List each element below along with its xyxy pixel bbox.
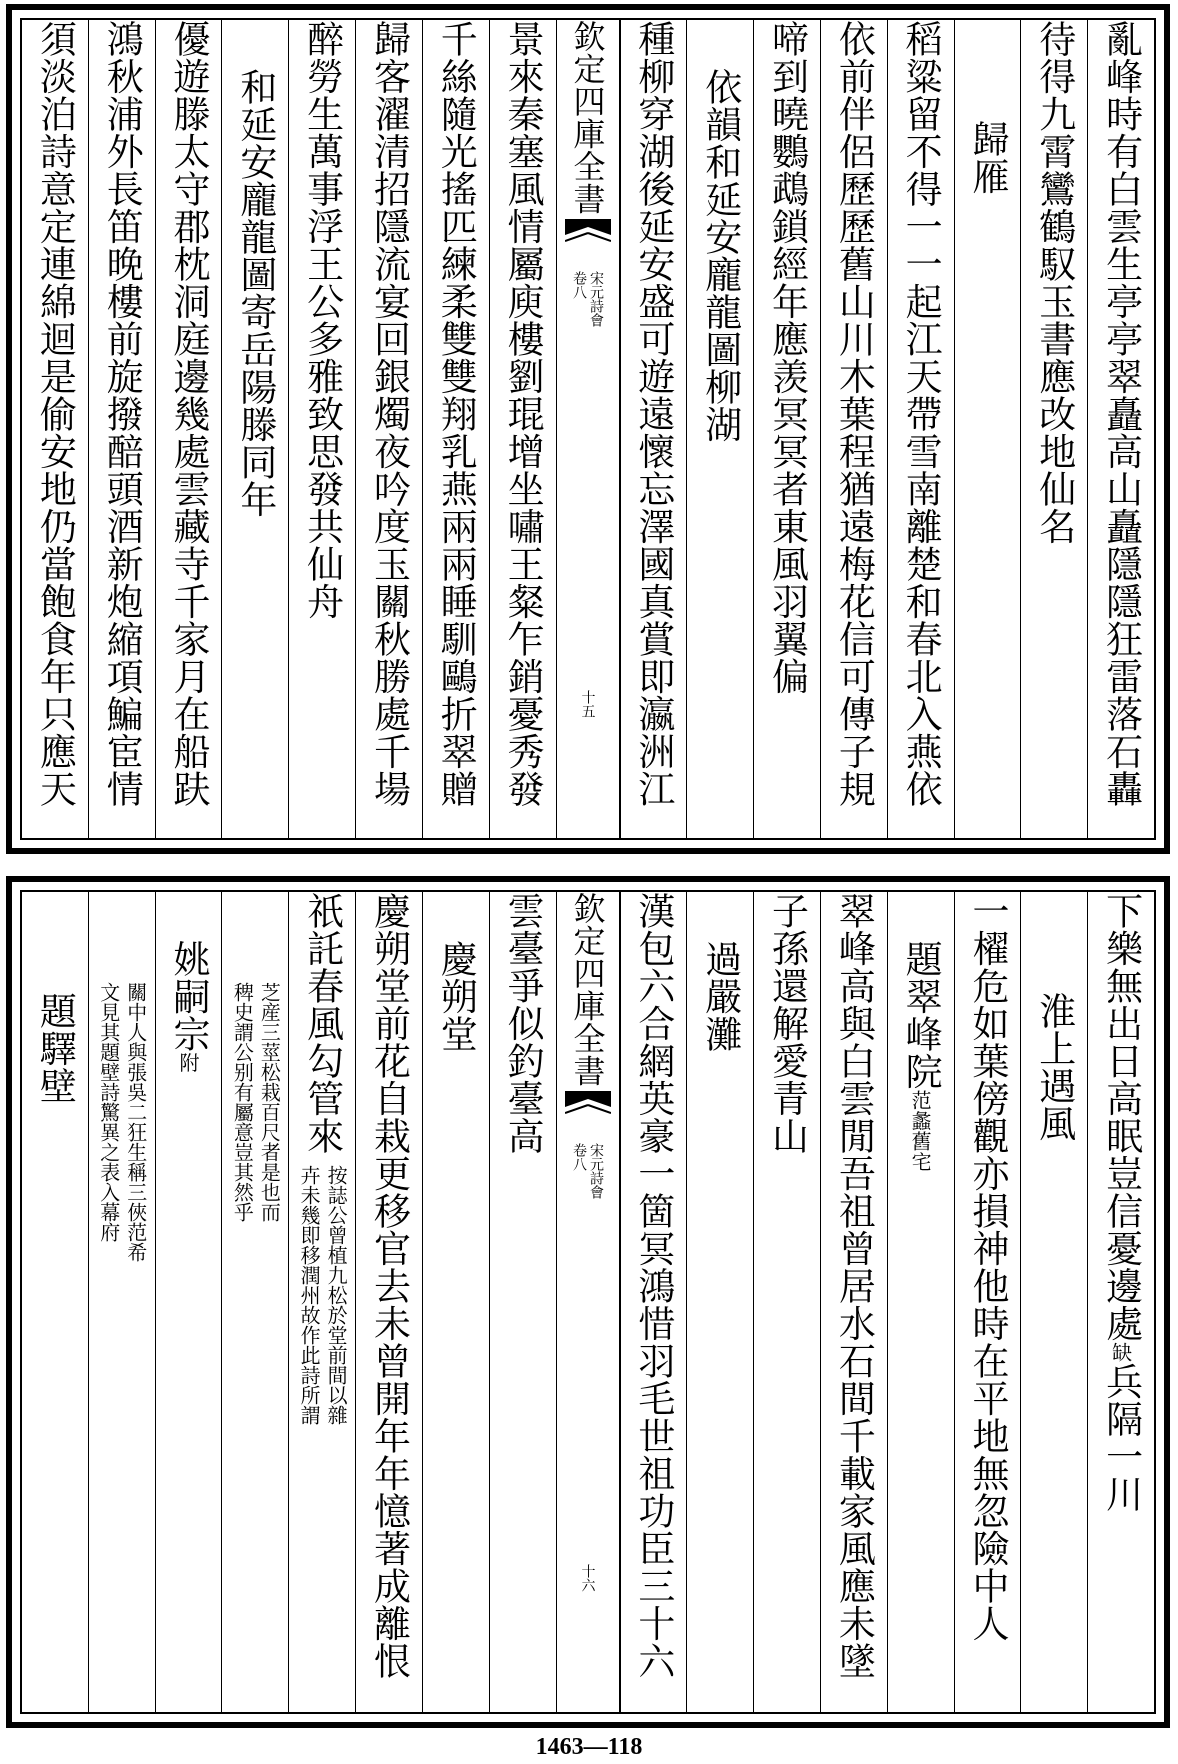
text-column (355, 20, 422, 838)
verse-line: 待得九霄鸞鶴馭玉書應改地仙名 (1032, 20, 1076, 545)
verse-line: 景來秦塞風情屬庾樓劉琨增坐嘯王粲乍銷憂秀發 (501, 20, 545, 808)
text-column (1020, 892, 1087, 1712)
text-column (22, 892, 88, 1712)
text-column (422, 892, 489, 1712)
verse-line: 啼到曉鸚鵡鎖經年應羡冥冥者東風羽翼偏 (765, 20, 809, 695)
poem-title: 題驛壁 (33, 992, 77, 1105)
lacuna-note: 缺 (1108, 1342, 1133, 1363)
text-column (88, 892, 155, 1712)
fishtail-mark-icon (565, 219, 611, 259)
text-column (1087, 20, 1154, 838)
text-column (288, 20, 355, 838)
verse-line: 千絲隨光搖匹練柔雙雙翔乳燕兩兩睡馴鷗折翠贈 (434, 20, 478, 808)
verse-line: 雲臺爭似釣臺高 (501, 892, 545, 1155)
verse-line: 鴻秋浦外長笛晚樓前旋撥醅頭酒新炮縮項鯿宦情 (100, 20, 144, 808)
margin-sub (572, 1143, 603, 1199)
fishtail-mark-icon (565, 1091, 611, 1131)
text-column (753, 20, 820, 838)
poem-title: 過嚴灘 (698, 940, 742, 1053)
margin-page-number: 十六 (579, 1564, 596, 1592)
text-column (620, 20, 687, 838)
verse-line: 慶朔堂前花自栽更移官去未曾開年年憶著成離恨 (367, 892, 411, 1680)
poem-title: 慶朔堂 (434, 940, 478, 1053)
poem-title: 淮上遇風 (1032, 992, 1076, 1142)
text-column (887, 20, 954, 838)
text-column (221, 20, 288, 838)
poem-title: 和延安龐龍圖寄岳陽滕同年 (233, 68, 277, 518)
verse-line: 依前伴侶歷歷舊山川木葉程猶遠梅花信可傳子規 (832, 20, 876, 808)
margin-book: 宋元詩會 (588, 1143, 604, 1199)
margin-juan: 卷八 (571, 271, 587, 299)
page-bottom-frame (20, 890, 1156, 1714)
verse-line: 漢包六合網英豪一箇冥鴻惜羽毛世祖功臣三十六 (631, 892, 675, 1680)
text-column (355, 892, 422, 1712)
margin-page-number: 十五 (579, 690, 596, 718)
verse-line: 翠峰高與白雲閒吾祖曾居水石間千載家風應未墜 (832, 892, 876, 1680)
text-column (954, 892, 1021, 1712)
text-column (753, 892, 820, 1712)
text-column (954, 20, 1021, 838)
verse-line: 種柳穿湖後延安盛可遊遠懷忘澤國真賞即瀛洲江 (631, 20, 675, 808)
text-column (22, 20, 88, 838)
text-column (88, 20, 155, 838)
author-name: 姚嗣宗附 (167, 940, 211, 1073)
text-column (155, 892, 222, 1712)
text-column (422, 20, 489, 838)
center-margin (556, 20, 620, 838)
text-column (489, 892, 556, 1712)
text-column (887, 892, 954, 1712)
poem-title: 題翠峰院范蠡舊宅 (899, 940, 943, 1172)
margin-juan: 卷八 (571, 1143, 587, 1171)
verse-line: 子孫還解愛青山 (765, 892, 809, 1155)
margin-book: 宋元詩會 (588, 271, 604, 327)
title-note: 范蠡舊宅 (908, 1090, 933, 1172)
text-column (288, 892, 355, 1712)
verse-line: 亂峰時有白雲生亭亭翠矗高山矗隱隱狂雷落石轟 (1099, 20, 1143, 808)
margin-title: 欽定四庫全書 (568, 892, 607, 1087)
verse-line: 須淡泊詩意定連綿迴是偷安地仍當飽食年只應天 (33, 20, 77, 808)
verse-with-note (296, 892, 348, 1425)
verse-line: 一櫂危如葉傍觀亦損神他時在平地無忽險中人 (965, 892, 1009, 1642)
text-column (221, 892, 288, 1712)
author-note: 附 (176, 1052, 201, 1073)
commentary-note: 關中人與張吳二狂生稱三俠范希 文見其題壁詩驚異之表入幕府 (96, 982, 148, 1262)
margin-sub (572, 271, 603, 327)
center-margin (556, 892, 620, 1712)
text-column (820, 20, 887, 838)
text-column (686, 20, 753, 838)
text-column (1087, 892, 1154, 1712)
commentary-note: 芝産三莖松栽百尺者是也而 稗史謂公别有屬意豈其然乎 (230, 982, 282, 1222)
text-column (620, 892, 687, 1712)
text-column (820, 892, 887, 1712)
verse-line: 醉勞生萬事浮王公多雅致思發共仙舟 (300, 20, 344, 620)
verse-line: 下樂無出日高眠豈信憂邊處缺兵隔一川 (1099, 892, 1143, 1513)
page-bottom (6, 876, 1170, 1728)
verse-line: 稻粱留不得一一起江天帶雪南離楚和春北入燕依 (899, 20, 943, 808)
poem-title: 歸雁 (965, 120, 1009, 195)
text-column (155, 20, 222, 838)
margin-title: 欽定四庫全書 (568, 20, 607, 215)
text-column (489, 20, 556, 838)
verse-line: 歸客濯清招隱流宴回銀燭夜吟度玉關秋勝處千場 (367, 20, 411, 808)
verse-line: 祇託春風勾管來 (300, 892, 344, 1155)
verse-line: 優遊滕太守郡枕洞庭邊幾處雲藏寺千家月在船趺 (167, 20, 211, 808)
text-column (1020, 20, 1087, 838)
page-top-frame (20, 18, 1156, 840)
text-column (686, 892, 753, 1712)
page-top (6, 4, 1170, 854)
poem-title: 依韻和延安龐龍圖柳湖 (698, 68, 742, 443)
page-footer-number: 1463—118 (535, 1734, 643, 1760)
commentary-note: 按誌公曾植九松於堂前間以雜 卉未幾即移潤州故作此詩所謂 (297, 1164, 349, 1425)
